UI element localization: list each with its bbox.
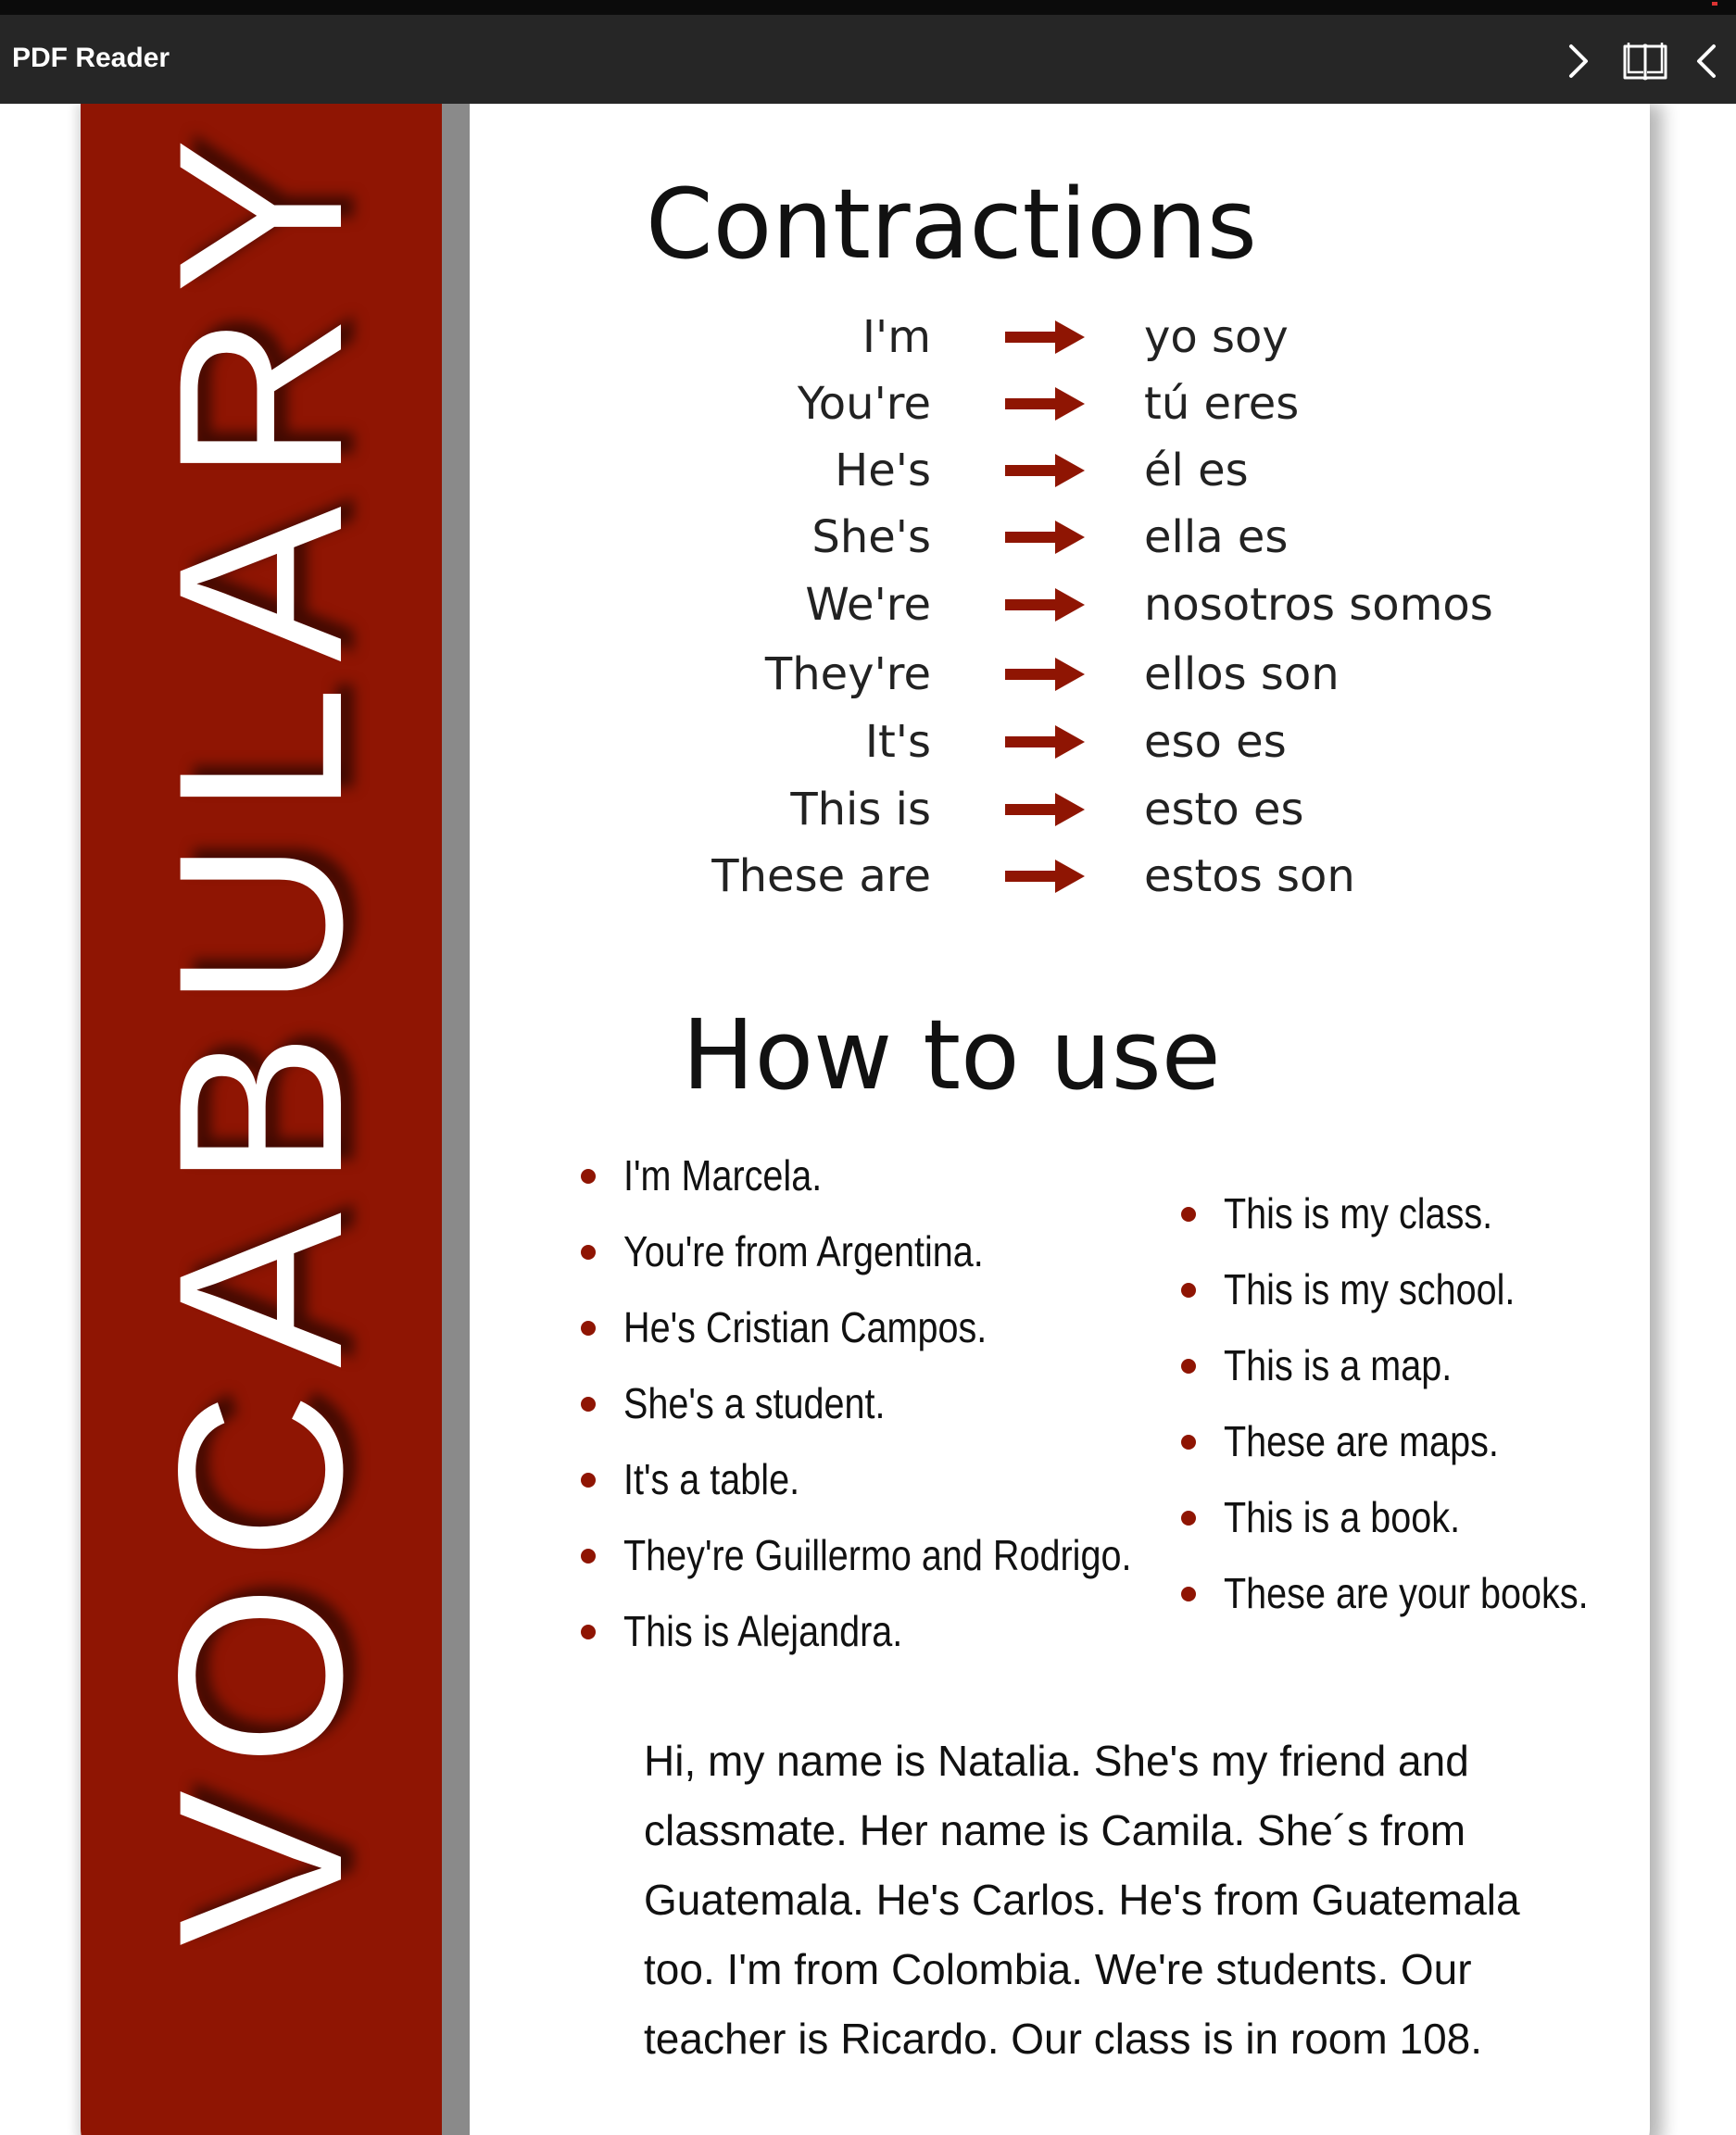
bullet-icon — [581, 1321, 596, 1336]
bullet-icon — [581, 1397, 596, 1412]
bullet-icon — [581, 1625, 596, 1639]
bullet-icon — [1181, 1359, 1196, 1374]
arrow-right-icon — [1005, 793, 1085, 826]
bullet-icon — [581, 1473, 596, 1488]
example-item — [1181, 1403, 1648, 1479]
contraction-spanish: yo soy — [1144, 311, 1289, 363]
contraction-english: He's — [835, 445, 931, 496]
paragraph-line: classmate. Her name is Camila. She´s from — [644, 1806, 1466, 1854]
example-text: It's a table. — [623, 1455, 800, 1503]
example-text: They're Guillermo and Rodrigo. — [623, 1531, 1132, 1579]
bullet-icon — [1181, 1587, 1196, 1601]
contraction-english: They're — [764, 648, 931, 700]
arrow-right-icon — [1005, 521, 1085, 554]
app-bar — [0, 15, 1736, 104]
contraction-row — [81, 443, 1650, 498]
battery-indicator — [1712, 2, 1717, 6]
example-item — [581, 1593, 1214, 1669]
document-viewport[interactable] — [0, 104, 1736, 2135]
paragraph-line: Guatemala. He's Carlos. He's from Guatemala — [644, 1876, 1520, 1924]
bullet-icon — [581, 1169, 596, 1184]
example-item — [1181, 1555, 1648, 1631]
bullet-icon — [1181, 1207, 1196, 1222]
arrow-right-icon — [1005, 860, 1085, 893]
contraction-row — [81, 309, 1650, 365]
bullet-icon — [1181, 1435, 1196, 1450]
paragraph-line: teacher is Ricardo. Our class is in room 108. — [644, 2015, 1483, 2063]
arrow-right-icon — [1005, 320, 1085, 354]
contractions-heading: Contractions — [645, 168, 1257, 281]
example-item — [581, 1289, 1214, 1365]
contraction-row — [81, 848, 1650, 904]
contraction-english: This is — [790, 784, 931, 835]
arrow-right-icon — [1005, 725, 1085, 759]
book-icon[interactable] — [1619, 35, 1671, 87]
how-to-use-heading: How to use — [682, 998, 1221, 1111]
contraction-row — [81, 647, 1650, 702]
banner-title: VOCABULARY — [131, 114, 391, 1946]
contraction-english: We're — [805, 579, 931, 631]
contraction-english: These are — [711, 850, 931, 902]
contraction-english: You're — [797, 378, 931, 430]
contraction-english: She's — [811, 511, 931, 563]
example-text: These are your books. — [1224, 1569, 1589, 1617]
example-text: I'm Marcela. — [623, 1151, 823, 1199]
chevron-right-icon[interactable] — [1553, 35, 1604, 87]
contraction-spanish: ellos son — [1144, 648, 1340, 700]
contraction-row — [81, 376, 1650, 432]
contraction-spanish: eso es — [1144, 716, 1287, 768]
paragraph-line: Hi, my name is Natalia. She's my friend and — [644, 1737, 1469, 1785]
examples-right-list — [1181, 1175, 1648, 1631]
contraction-row — [81, 782, 1650, 837]
example-text: You're from Argentina. — [623, 1227, 984, 1275]
arrow-right-icon — [1005, 658, 1085, 691]
paragraph-line: too. I'm from Colombia. We're students. Our — [644, 1945, 1472, 1993]
example-item — [581, 1441, 1214, 1517]
contraction-spanish: ella es — [1144, 511, 1289, 563]
example-item — [1181, 1327, 1648, 1403]
contraction-spanish: él es — [1144, 445, 1249, 496]
contraction-row — [81, 577, 1650, 633]
example-item — [581, 1213, 1214, 1289]
contraction-spanish: tú eres — [1144, 378, 1300, 430]
example-text: She's a student. — [623, 1379, 886, 1427]
example-item — [1181, 1175, 1648, 1251]
contraction-spanish: estos son — [1144, 850, 1355, 902]
example-text: This is a book. — [1224, 1493, 1461, 1541]
example-text: This is my school. — [1224, 1265, 1516, 1313]
contraction-row — [81, 509, 1650, 565]
reading-paragraph — [644, 1727, 1520, 2074]
arrow-right-icon — [1005, 454, 1085, 487]
example-item — [1181, 1251, 1648, 1327]
arrow-right-icon — [1005, 588, 1085, 622]
bullet-icon — [581, 1549, 596, 1564]
chevron-left-icon[interactable] — [1680, 35, 1732, 87]
pdf-page — [81, 104, 1650, 2135]
example-item — [1181, 1479, 1648, 1555]
bullet-icon — [581, 1245, 596, 1260]
example-text: This is a map. — [1224, 1341, 1453, 1389]
contraction-english: I'm — [862, 311, 931, 363]
contraction-spanish: esto es — [1144, 784, 1304, 835]
example-text: This is my class. — [1224, 1189, 1493, 1237]
example-item — [581, 1137, 1214, 1213]
example-item — [581, 1365, 1214, 1441]
status-bar — [0, 0, 1736, 15]
example-text: This is Alejandra. — [623, 1607, 903, 1655]
arrow-right-icon — [1005, 387, 1085, 421]
example-item — [581, 1517, 1214, 1593]
contraction-spanish: nosotros somos — [1144, 579, 1493, 631]
app-title: PDF Reader — [12, 43, 170, 73]
contraction-english: It's — [864, 716, 931, 768]
example-text: He's Cristian Campos. — [623, 1303, 988, 1351]
bullet-icon — [1181, 1511, 1196, 1526]
bullet-icon — [1181, 1283, 1196, 1298]
examples-left-list — [581, 1137, 1214, 1669]
example-text: These are maps. — [1224, 1417, 1499, 1465]
contraction-row — [81, 714, 1650, 770]
